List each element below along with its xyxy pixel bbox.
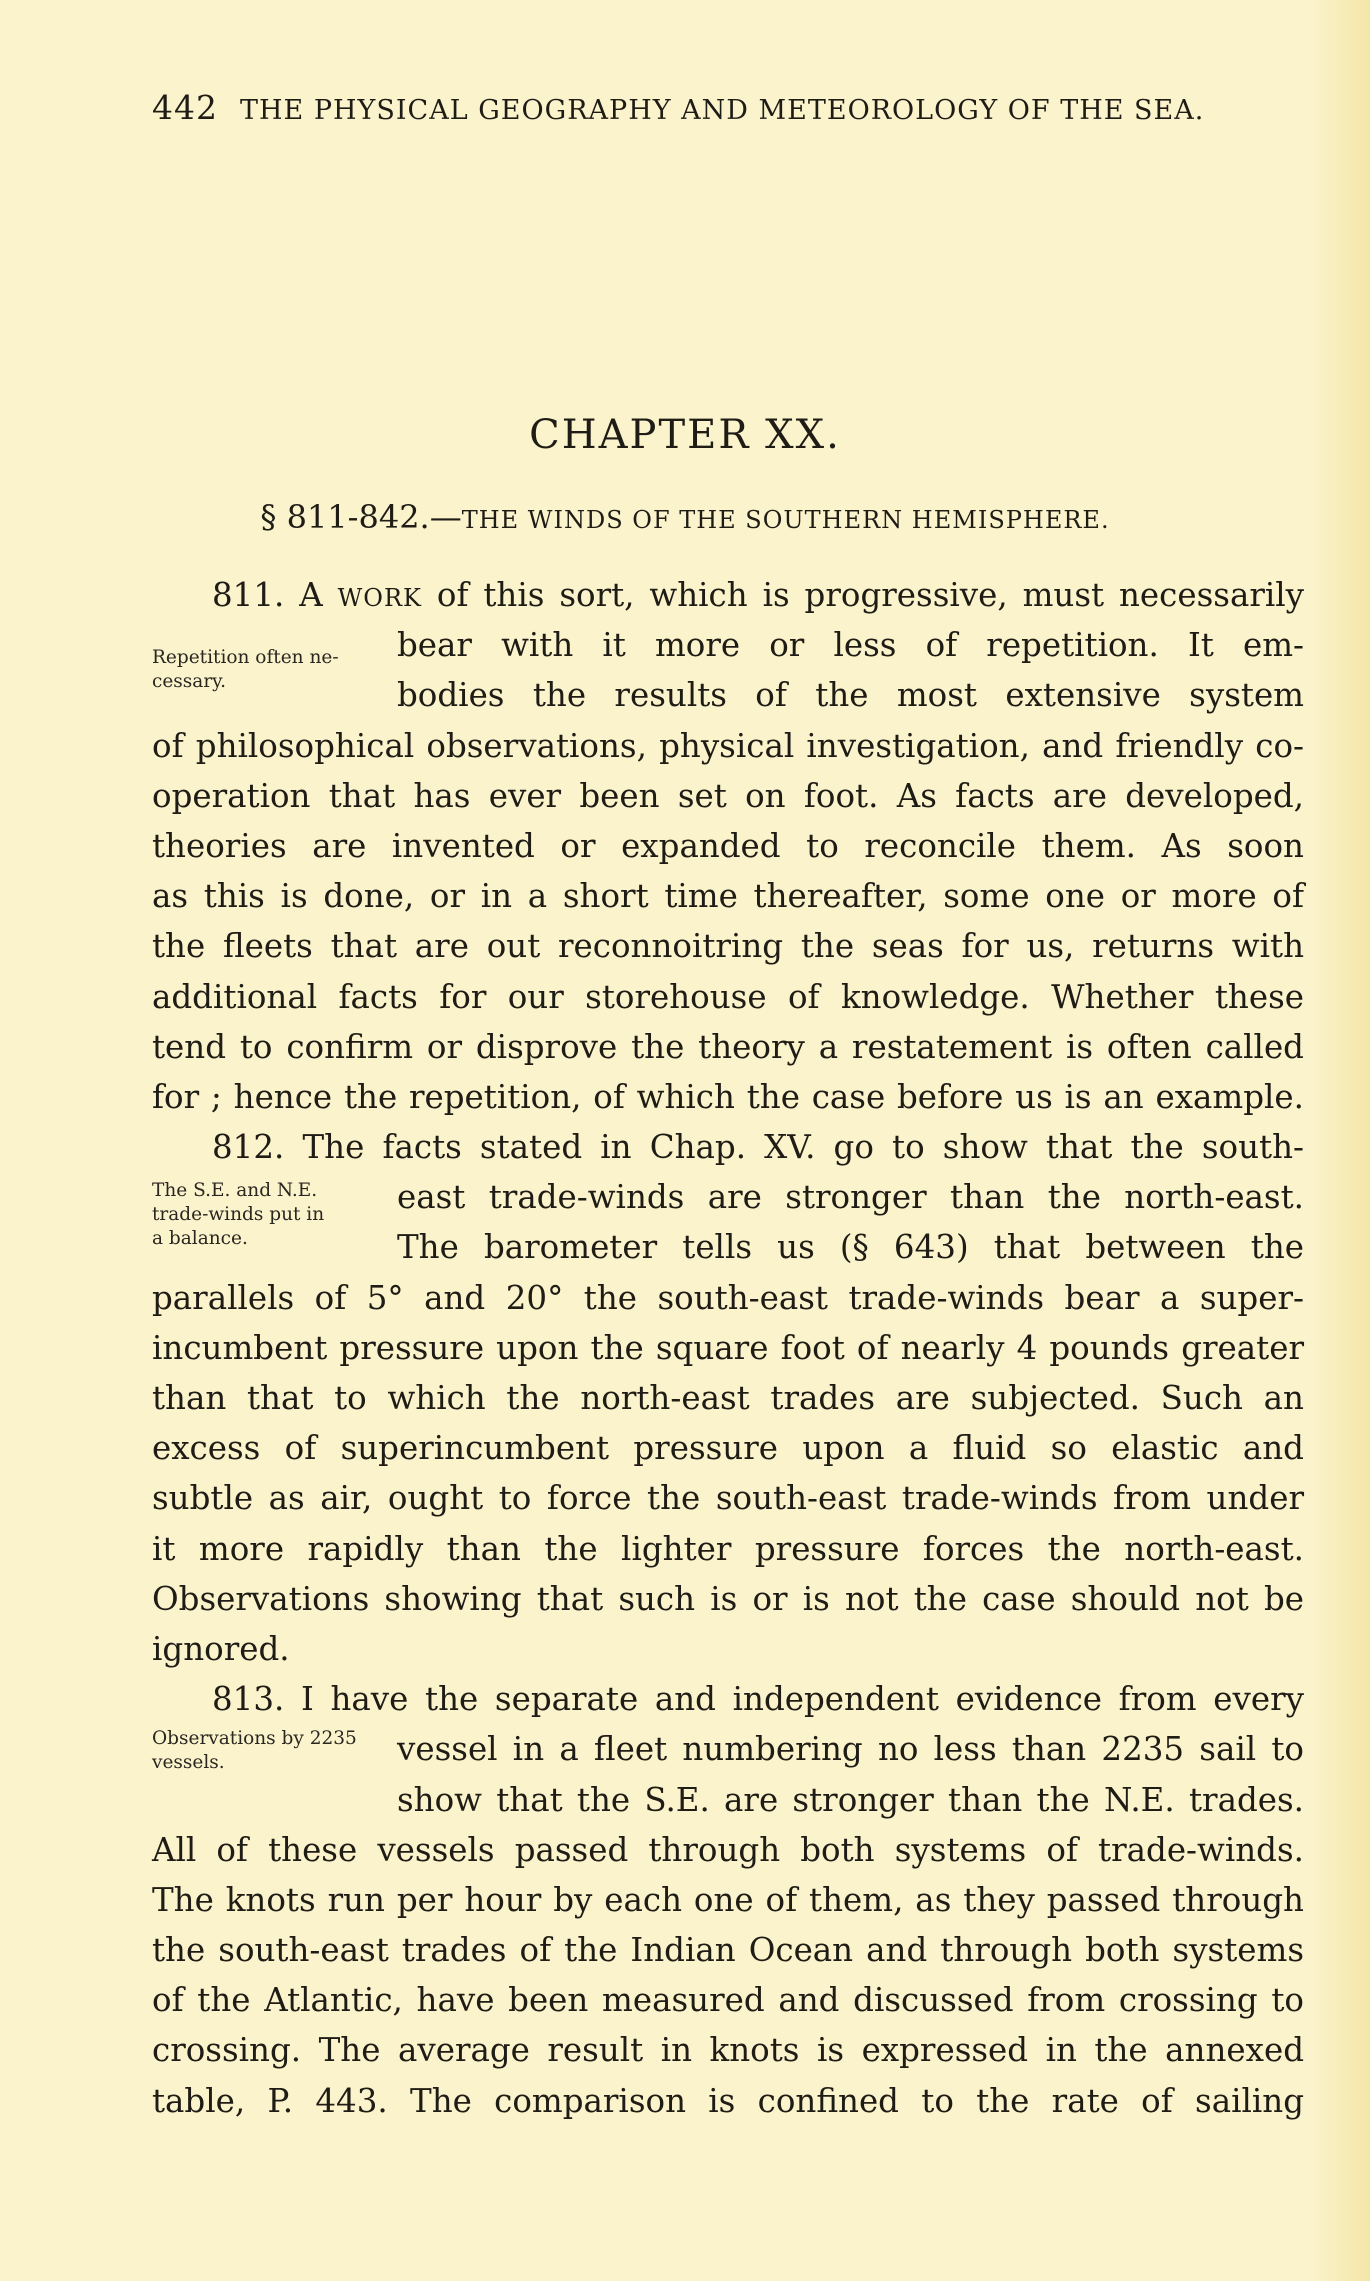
paragraph-811-line: tend to confirm or disprove the theory a restatement is often called xyxy=(152,1027,1304,1066)
chapter-title: CHAPTER XX. xyxy=(529,412,841,458)
paragraph-813-line: of the Atlantic, have been measured and discussed from crossing to xyxy=(152,1981,1304,2020)
paragraph-812-line: parallels of 5° and 20° the south-east trade-winds bear a super- xyxy=(152,1278,1304,1317)
paragraph-813-line: show that the S.E. are stronger than the N.E. trades. xyxy=(397,1780,1304,1819)
paragraph-811-line: bear with it more or less of repetition. It em- xyxy=(397,626,1304,665)
paragraph-813-line: crossing. The average result in knots is expressed in the annexed xyxy=(152,2031,1304,2070)
paragraph-811-line: bodies the results of the most extensive system xyxy=(397,676,1304,715)
paragraph-813-line: The knots run per hour by each one of them, as they passed through xyxy=(152,1880,1304,1919)
margin-note-line: cessary. xyxy=(152,671,227,692)
paragraph-811-line: for ; hence the repetition, of which the case before us is an example. xyxy=(152,1077,1304,1116)
paragraph-812-line: east trade-winds are stronger than the north-east. xyxy=(397,1178,1304,1217)
paragraph-812-line: ignored. xyxy=(152,1629,290,1668)
paragraph-812-line: Observations showing that such is or is not the case should not be xyxy=(152,1579,1304,1618)
margin-note-line: Observations by 2235 xyxy=(152,1728,357,1749)
margin-note-line: trade-winds put in xyxy=(152,1204,325,1225)
section-heading xyxy=(0,498,1370,536)
small-caps-word: WORK xyxy=(337,584,422,612)
paragraph-812-line: than that to which the north-east trades are subjected. Such an xyxy=(152,1379,1304,1417)
margin-note-line: vessels. xyxy=(152,1752,225,1773)
section-number: § 811-842.— xyxy=(260,498,462,536)
paragraph-811-line: as this is done, or in a short time thereafter, some one or more of xyxy=(152,877,1304,916)
paragraph-812-line: it more rapidly than the lighter pressure forces the north-east. xyxy=(152,1529,1304,1568)
paragraph-813-line: the south-east trades of the Indian Ocean and through both systems xyxy=(152,1931,1304,1970)
paragraph-812-line: incumbent pressure upon the square foot of nearly 4 pounds greater xyxy=(152,1328,1304,1367)
page-edge-shadow xyxy=(1310,0,1370,2281)
margin-note-line: a balance. xyxy=(152,1228,248,1249)
page-number: 442 xyxy=(152,88,218,127)
running-header xyxy=(152,88,1312,127)
section-title: THE WINDS OF THE SOUTHERN HEMISPHERE. xyxy=(461,506,1110,534)
paragraph-812-line: The barometer tells us (§ 643) that between the xyxy=(397,1228,1304,1267)
paragraph-811-line: of philosophical observations, physical investigation, and friendly co- xyxy=(152,726,1304,765)
paragraph-812-line: 812. The facts stated in Chap. XV. go to show that the south- xyxy=(212,1128,1304,1167)
paragraph-813-line: vessel in a fleet numbering no less than 2235 sail to xyxy=(397,1730,1304,1769)
paragraph-812-line: excess of superincumbent pressure upon a fluid so elastic and xyxy=(152,1429,1304,1468)
body-text xyxy=(152,570,1304,2126)
paragraph-811-line: 811. A WORK of this sort, which is progressive, must necessarily xyxy=(212,576,1305,614)
paragraph-813-line: All of these vessels passed through both systems of trade-winds. xyxy=(152,1830,1304,1869)
paragraph-811-line: theories are invented or expanded to reconcile them. As soon xyxy=(152,826,1304,865)
paragraph-811-line: the fleets that are out reconnoitring the seas for us, returns with xyxy=(152,927,1304,966)
running-title: THE PHYSICAL GEOGRAPHY AND METEOROLOGY OF THE SEA. xyxy=(240,95,1205,126)
margin-note-line: The S.E. and N.E. xyxy=(152,1180,318,1201)
margin-note-line: Repetition often ne- xyxy=(152,647,339,668)
paragraph-813-line: table, P. 443. The comparison is confined to the rate of sailing xyxy=(152,2081,1304,2120)
paragraph-812-line: subtle as air, ought to force the south-east trade-winds from under xyxy=(152,1479,1304,1518)
paragraph-811-line: operation that has ever been set on foot. As facts are developed, xyxy=(152,776,1304,815)
paragraph-811-line: additional facts for our storehouse of knowledge. Whether these xyxy=(152,977,1304,1016)
paragraph-813-line: 813. I have the separate and independent evidence from every xyxy=(212,1680,1304,1719)
